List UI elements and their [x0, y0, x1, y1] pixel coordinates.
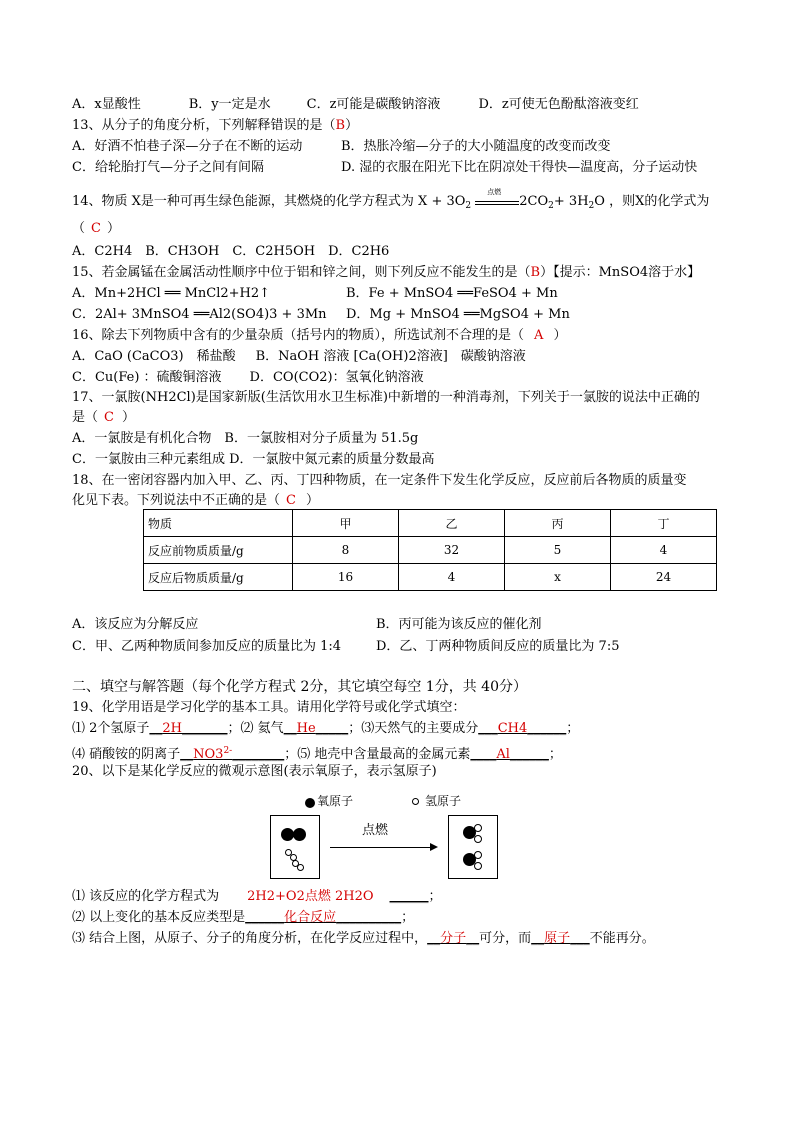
q14-stem: 14、物质 X是一种可再生绿色能源，其燃烧的化学方程式为 $X + 3O_2$ 点燃 $2CO_2+ 3H_2O$ ，则X的化学式为 — [72, 193, 709, 215]
table-row: 反应前物质质量/g 8 32 5 4 — [144, 537, 717, 564]
q12-option-c: C．z可能是碳酸钠溶液 — [306, 97, 441, 112]
q19-answer-2: He — [296, 721, 316, 736]
q14-condition: 点燃 — [487, 188, 502, 196]
q18-option-c: C．甲、乙两种物质间参加反应的质量比为 1:4 — [72, 639, 342, 654]
table-row: 反应后物质质量/g 16 4 x 24 — [144, 564, 717, 591]
q17-answer: C — [104, 410, 114, 425]
q16-answer: A — [534, 328, 544, 343]
q18-stem: 18、在一密闭容器内加入甲、乙、丙、丁四种物质，在一定条件下发生化学反应，反应前后各物质的质量变 — [72, 473, 687, 488]
q13-answer: B — [335, 118, 346, 133]
legend-hydrogen-label: 氢原子 — [425, 794, 462, 808]
q16-option-c: C．Cu(Fe) ：硫酸铜溶液 — [72, 370, 222, 385]
q19-answer-1: 2H — [162, 721, 183, 736]
q17-options-cd: C．一氯胺由三种元素组成 D．一氯胺中氮元素的质量分数最高 — [72, 452, 435, 467]
hydrogen-atom-icon — [474, 824, 482, 832]
q19-line2: ⑷ 硝酸铵的阴离子$\_\_NO3^{2-}\_\_\_\_\_\_\_\_$；⑸ 地壳中含量最高的金属元素____Al______； — [72, 746, 562, 762]
hydrogen-atom-icon — [474, 862, 482, 870]
q13-option-a: A．好酒不怕巷子深—分子在不断的运动 — [72, 139, 303, 154]
q20-answer-1: 2H2+O2点燃 2H2O — [247, 889, 374, 904]
q20-stem: 20、以下是某化学反应的微观示意图(表示氧原子，表示氢原子) — [72, 764, 437, 779]
q20-s1: ⑴ 该反应的化学方程式为 2H2+O2点燃 2H2O ______； — [72, 889, 442, 904]
arrow-head-icon — [430, 843, 438, 851]
q12-option-b: B．y一定是水 — [188, 97, 271, 112]
q16-option-b: B．NaOH 溶液 [Ca(OH)2溶液] 碳酸钠溶液 — [255, 349, 526, 364]
q12-options — [72, 96, 639, 114]
q19-answer-5: Al — [496, 747, 510, 762]
q17-answer-line: 是（ C ） — [72, 410, 135, 425]
q14-options: A．C2H4 B．CH3OH C．C2H5OH D．C2H6 — [72, 244, 390, 259]
q19-stem: 19、化学用语是学习化学的基本工具。请用化学符号或化学式填空： — [72, 700, 466, 715]
hydrogen-atom-icon — [474, 835, 482, 843]
legend-oxygen-icon — [305, 797, 315, 812]
section-2-title: 二、填空与解答题（每个化学方程式 2分，其它填空每空 1分，共 40分） — [72, 679, 527, 695]
q16-options-cd — [72, 369, 424, 387]
q14-answer-line: （ C ） — [72, 221, 120, 236]
q16-option-d: D．CO(CO2)：氢氧化钠溶液 — [249, 370, 424, 385]
q18-option-a: A．该反应为分解反应 — [72, 617, 199, 632]
q18-option-b: B．丙可能为该反应的催化剂 — [376, 617, 542, 632]
q18-answer: C — [286, 493, 296, 508]
q18-option-d: D．乙、丁两种物质间反应的质量比为 7:5 — [376, 639, 620, 654]
q15-option-a: A．Mn+2HCl ══ MnCl2+H2↑ — [72, 286, 271, 301]
table-row: 物质 甲 乙 丙 丁 — [144, 510, 717, 537]
q16-option-a: A．CaO (CaCO3) 稀盐酸 — [72, 349, 236, 364]
reactants-box — [270, 815, 320, 879]
q15-stem: 15、若金属锰在金属活动性顺序中位于铝和锌之间，则下列反应不能发生的是（B）【提示：MnSO4溶于水】 — [72, 265, 701, 280]
q13-stem: 13、从分子的角度分析，下列解释错误的是（B） — [72, 118, 359, 133]
q19-answer-4: NO3 — [193, 747, 224, 762]
reaction-arrow-icon — [330, 847, 434, 848]
legend-oxygen-label: 氧原子 — [317, 794, 354, 808]
q15-option-c: C．2Al+ 3MnSO4 ══Al2(SO4)3 + 3Mn — [72, 307, 327, 322]
q19-line1: ⑴ 2个氢原子__2H_______；⑵ 氦气__He_____；⑶天然气的主要成分___CH4______； — [72, 721, 580, 736]
q18-mass-table — [143, 509, 717, 591]
q13-option-c: C．给轮胎打气—分子之间有间隔 — [72, 160, 264, 175]
q20-answer-3b: 原子 — [544, 931, 571, 946]
q15-answer: B — [530, 265, 541, 280]
q16-options-ab — [72, 348, 526, 366]
hydrogen-atom-icon — [474, 851, 482, 859]
q17-options-ab: A．一氯胺是有机化合物 B．一氯胺相对分子质量为 51.5g — [72, 431, 419, 446]
q12-option-a: A．x显酸性 — [72, 97, 141, 112]
q17-stem: 17、一氯胺(NH2Cl)是国家新版(生活饮用水卫生标准)中新增的一种消毒剂，下列关于一氯胺的说法中正确的 — [72, 390, 700, 405]
q15-option-b: B．Fe + MnSO4 ══FeSO4 + Mn — [346, 286, 558, 301]
hydrogen-atom-icon — [297, 864, 304, 871]
arrow-condition-label: 点燃 — [362, 823, 389, 838]
q12-option-d: D．z可使无色酚酞溶液变红 — [478, 97, 639, 112]
q20-answer-2: 化合反应 — [284, 910, 337, 925]
q13-option-d: D. 湿的衣服在阳光下比在阴凉处干得快—温度高，分子运动快 — [341, 160, 698, 175]
q15-option-d: D．Mg + MnSO4 ══MgSO4 + Mn — [346, 307, 570, 322]
q18-answer-line: 化见下表。下列说法中不正确的是（ C ） — [72, 493, 319, 508]
q13-option-b: B．热胀冷缩—分子的大小随温度的改变而改变 — [341, 139, 611, 154]
q16-stem: 16、除去下列物质中含有的少量杂质（括号内的物质），所选试剂不合理的是（ A ） — [72, 328, 567, 343]
q14-answer: C — [91, 221, 101, 236]
oxygen-atom-icon — [293, 828, 306, 841]
legend-hydrogen-icon — [412, 798, 419, 805]
q20-s2: ⑵ 以上变化的基本反应类型是______化合反应__________； — [72, 910, 415, 925]
products-box — [448, 815, 498, 879]
q19-answer-3: CH4 — [497, 721, 528, 736]
q20-answer-3a: 分子 — [440, 931, 467, 946]
q20-s3: ⑶ 结合上图，从原子、分子的角度分析，在化学反应过程中，__分子__可分，而__原子___不能再分。 — [72, 931, 655, 946]
